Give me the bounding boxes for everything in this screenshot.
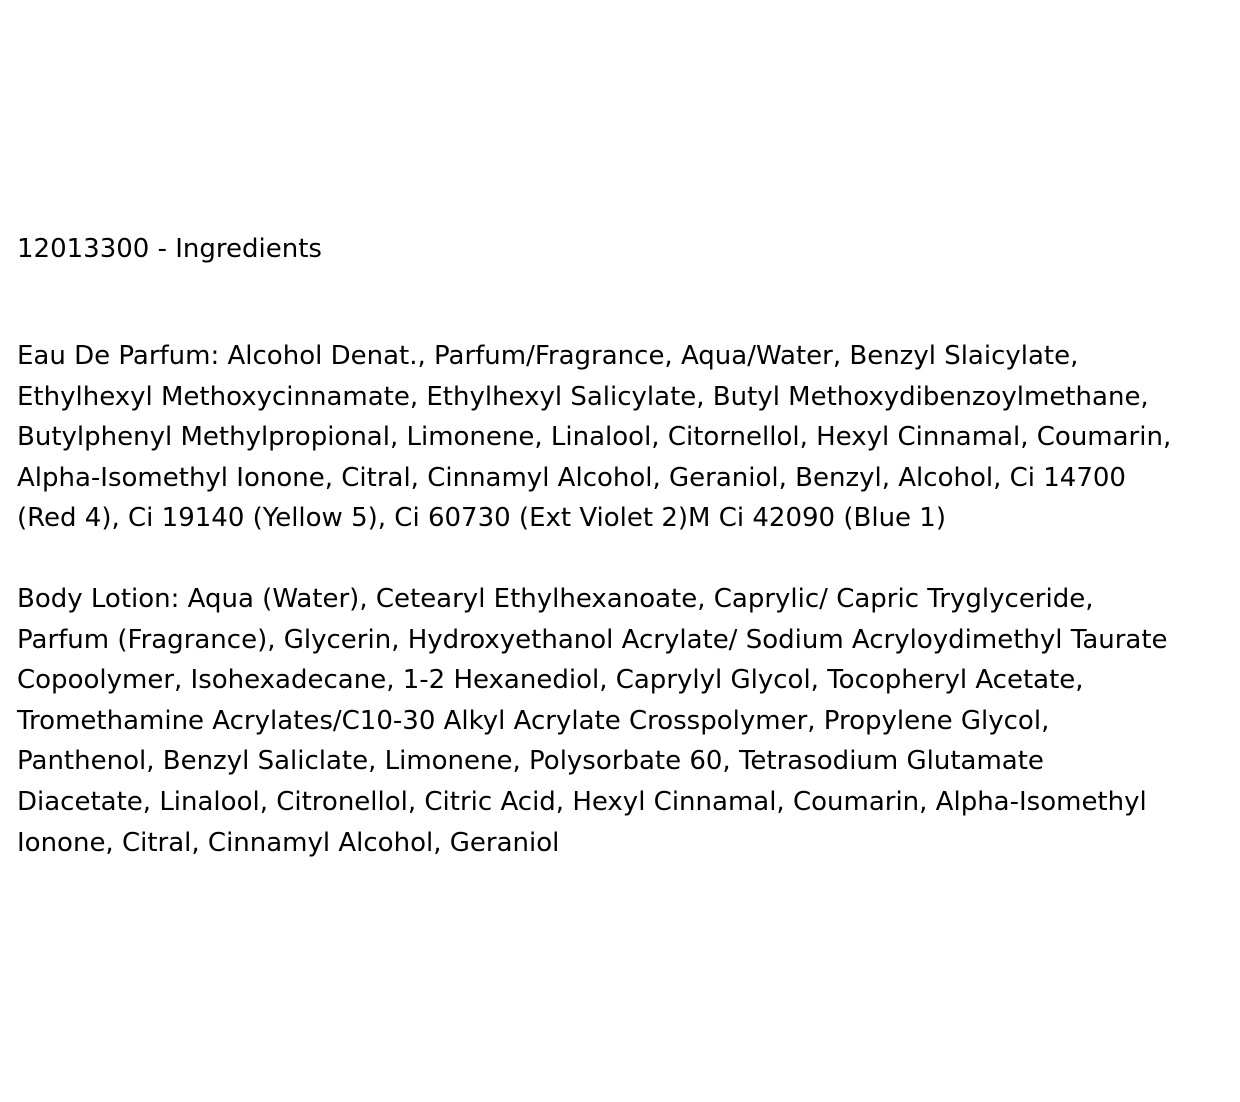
paragraph-line: Panthenol, Benzyl Saliclate, Limonene, Polysorbate 60, Tetrasodium Glutamate <box>17 746 1044 777</box>
paragraph-line: Eau De Parfum: Alcohol Denat., Parfum/Fragrance, Aqua/Water, Benzyl Slaicylate, <box>17 341 1079 371</box>
document-title: 12013300 - Ingredients <box>17 234 322 264</box>
body-lotion-ingredients <box>17 579 1227 863</box>
paragraph-line: Parfum (Fragrance), Glycerin, Hydroxyethanol Acrylate/ Sodium Acryloydimethyl Taurate <box>17 624 1168 655</box>
paragraph-line: Diacetate, Linalool, Citronellol, Citric Acid, Hexyl Cinnamal, Coumarin, Alpha-Isomethyl <box>17 786 1147 817</box>
paragraph-line: Tromethamine Acrylates/C10-30 Alkyl Acrylate Crosspolymer, Propylene Glycol, <box>17 705 1050 736</box>
paragraph-line: (Red 4), Ci 19140 (Yellow 5), Ci 60730 (Ext Violet 2)M Ci 42090 (Blue 1) <box>17 503 946 534</box>
ingredients-document <box>17 229 1227 863</box>
paragraph-line: Butylphenyl Methylpropional, Limonene, Linalool, Citornellol, Hexyl Cinnamal, Coumarin, <box>17 422 1172 453</box>
paragraph-line: Ethylhexyl Methoxycinnamate, Ethylhexyl Salicylate, Butyl Methoxydibenzoylmethane, <box>17 381 1149 412</box>
paragraph-line: Copoolymer, Isohexadecane, 1-2 Hexanediol, Caprylyl Glycol, Tocopheryl Acetate, <box>17 665 1084 696</box>
paragraph-line: Ionone, Citral, Cinnamyl Alcohol, Geraniol <box>17 827 560 858</box>
eau-de-parfum-ingredients <box>17 336 1227 539</box>
paragraph-line: Body Lotion: Aqua (Water), Cetearyl Ethylhexanoate, Caprylic/ Capric Tryglyceride, <box>17 583 1094 614</box>
paragraph-line: Alpha-Isomethyl Ionone, Citral, Cinnamyl Alcohol, Geraniol, Benzyl, Alcohol, Ci 14700 <box>17 462 1126 493</box>
